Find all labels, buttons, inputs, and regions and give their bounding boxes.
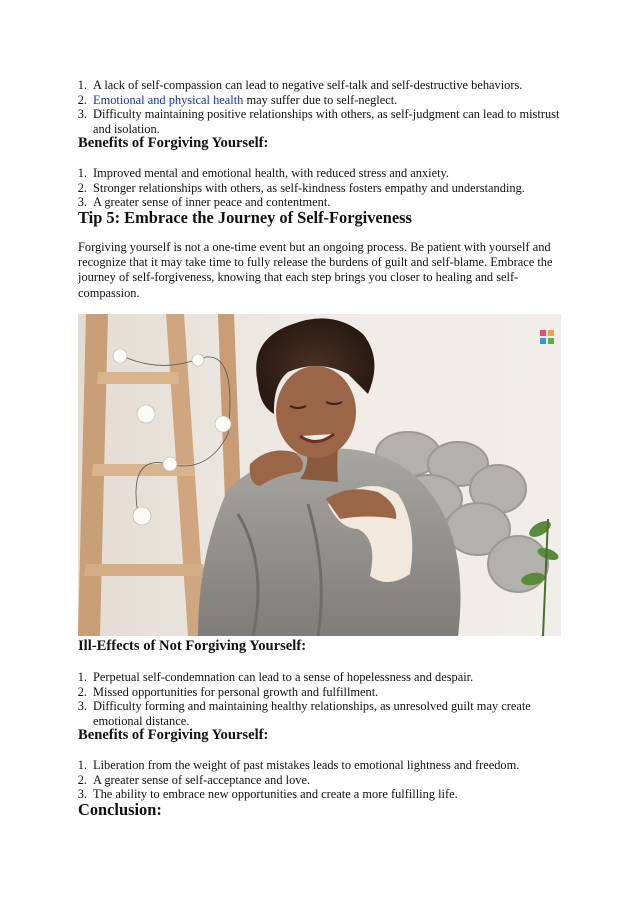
ill-effects-list-2 [78, 670, 568, 728]
list-number: 2. [77, 772, 87, 787]
list-item [78, 685, 568, 700]
list-number: 2. [77, 92, 87, 107]
list-item-text: Perpetual self-condemnation can lead to a sense of hopelessness and despair. [93, 670, 474, 684]
benefits-list-2 [78, 758, 568, 802]
list-item [78, 181, 568, 196]
list-number: 3. [77, 699, 87, 714]
list-item-text: A greater sense of inner peace and contentment. [93, 195, 331, 210]
list-item-text: Liberation from the weight of past mistakes leads to emotional lightness and freedom. [93, 758, 520, 772]
list-item [78, 773, 568, 788]
list-item-text: Difficulty maintaining positive relationships with others, as self-judgment can lead to mistrust and isolation. [93, 107, 560, 136]
list-item-text: may suffer due to self-neglect. [243, 92, 398, 107]
list-number: 2. [77, 180, 87, 195]
face [276, 366, 356, 458]
conclusion-heading: Conclusion: [78, 800, 162, 819]
benefits-list-1 [78, 166, 568, 210]
health-link[interactable]: Emotional and physical health [93, 92, 244, 107]
list-item [78, 78, 568, 93]
list-item [78, 699, 568, 728]
list-number: 3. [77, 107, 87, 122]
tip5-paragraph: Forgiving yourself is not a one-time event but an ongoing process. Be patient with yourself and recognize that it may take time to fully release the burdens of guilt and self-blame. Embrace the journey of self-forgiveness, knowing that each step brings you closer to healing and self-compassion. [78, 240, 553, 300]
list-item-text: Difficulty forming and maintaining healthy relationships, as unresolved guilt may create emotional distance. [93, 699, 531, 728]
list-item [78, 758, 568, 773]
list-item-text: A greater sense of self-acceptance and love. [93, 772, 311, 787]
ill-effects-list-1 [78, 78, 568, 136]
woman-hugging-herself-photo [78, 314, 561, 636]
tip5-heading: Tip 5: Embrace the Journey of Self-Forgiveness [78, 208, 412, 227]
list-item-text: Improved mental and emotional health, with reduced stress and anxiety. [93, 166, 450, 180]
benefits-heading-2: Benefits of Forgiving Yourself: [78, 727, 269, 743]
list-item [78, 670, 568, 685]
list-number: 3. [77, 787, 87, 802]
list-item [78, 107, 568, 136]
list-item-text: The ability to embrace new opportunities and create a more fulfilling life. [93, 787, 458, 802]
benefits-heading-1: Benefits of Forgiving Yourself: [78, 135, 269, 151]
list-number: 1. [77, 78, 87, 92]
list-item-text: Missed opportunities for personal growth and fulfillment. [93, 684, 379, 699]
list-number: 3. [77, 195, 87, 210]
list-item-text: Stronger relationships with others, as self-kindness fosters empathy and understanding. [93, 180, 525, 195]
list-number: 1. [77, 166, 87, 180]
list-item [78, 166, 568, 181]
ill-effects-heading: Ill-Effects of Not Forgiving Yourself: [78, 638, 307, 654]
list-item [78, 93, 568, 108]
list-number: 1. [77, 670, 87, 684]
list-number: 1. [77, 758, 87, 772]
list-item-text: A lack of self-compassion can lead to negative self-talk and self-destructive behaviors. [93, 78, 523, 92]
list-number: 2. [77, 684, 87, 699]
